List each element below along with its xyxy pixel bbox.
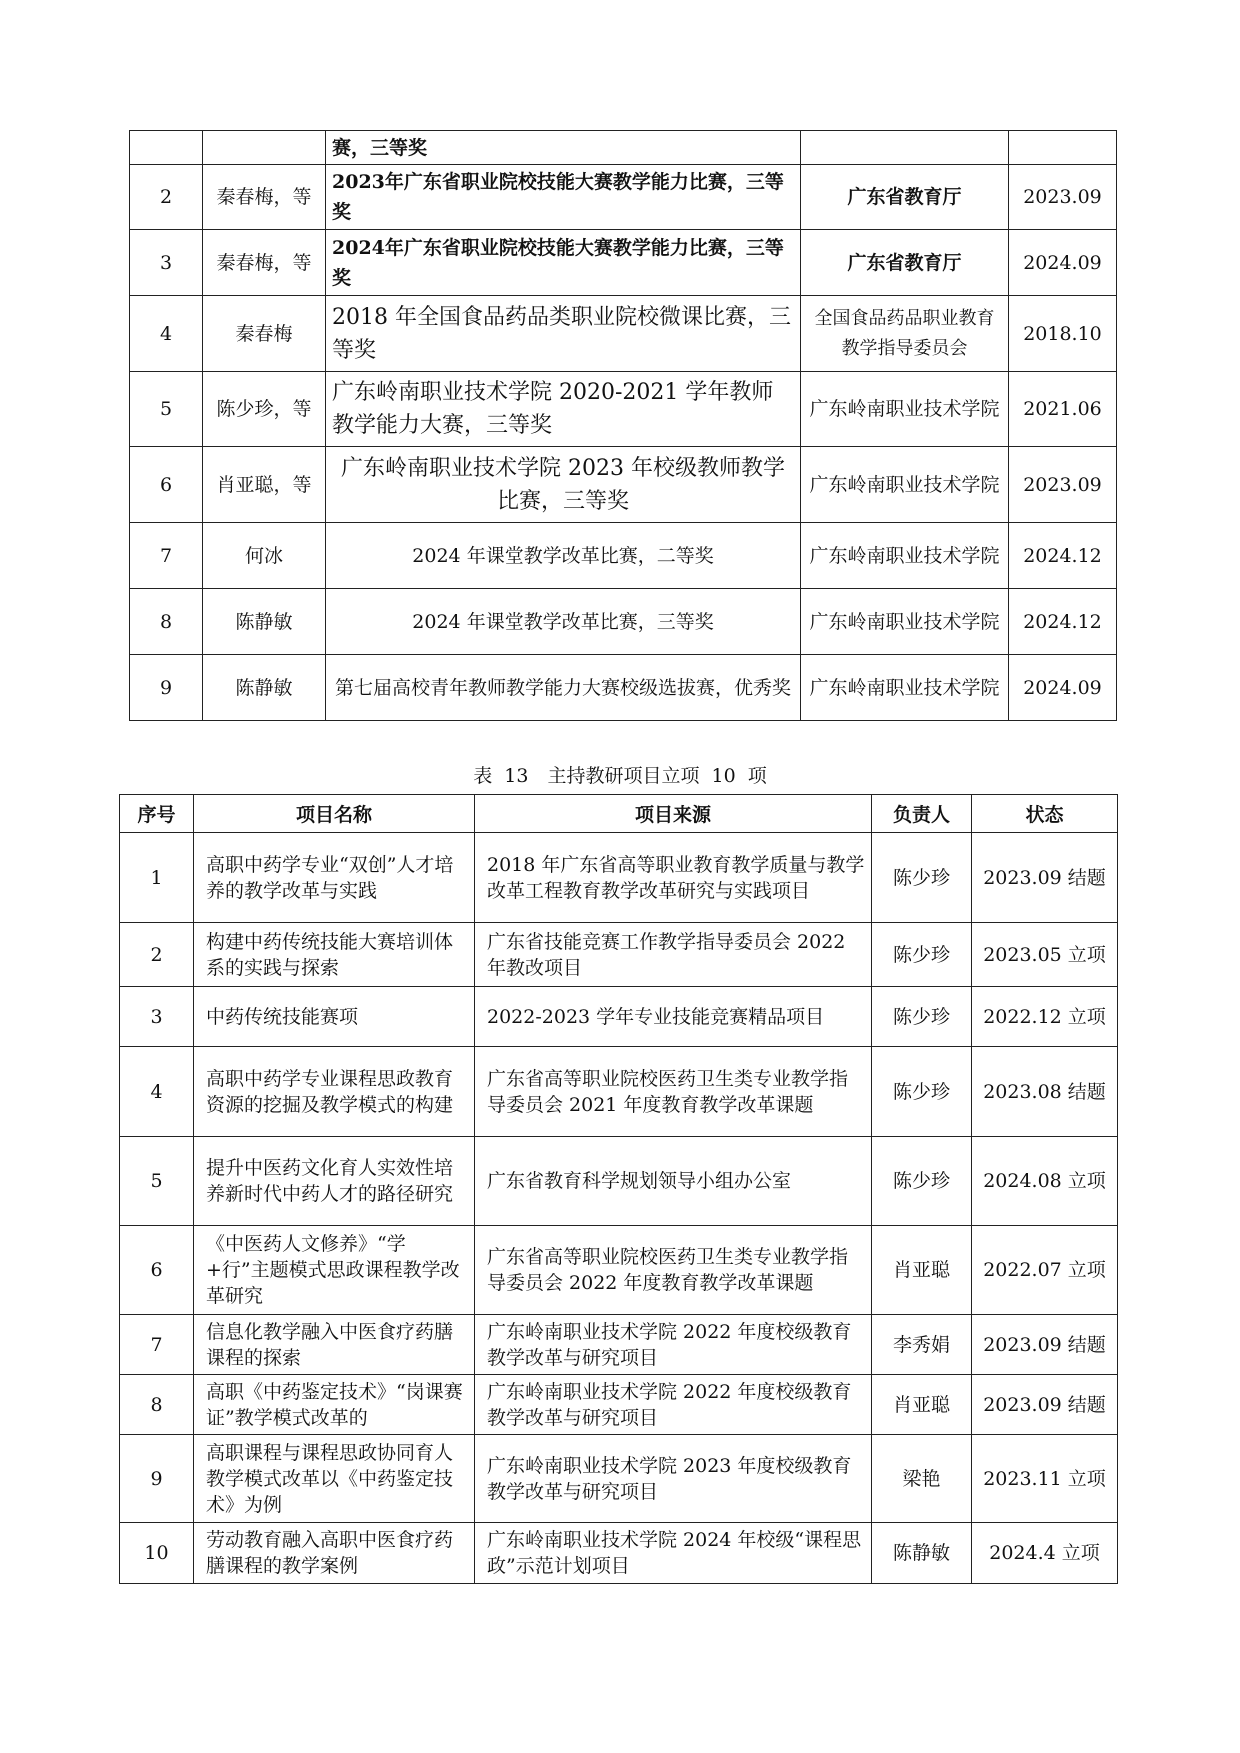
header-no: 序号 xyxy=(120,795,194,833)
project-source: 广东省教育科学规划领导小组办公室 xyxy=(475,1137,872,1226)
award-issuer xyxy=(801,131,1009,165)
award-winner xyxy=(203,131,326,165)
award-winner: 陈少珍，等 xyxy=(203,372,326,447)
header-leader: 负责人 xyxy=(872,795,972,833)
table-row xyxy=(120,987,1118,1047)
award-winner: 何冰 xyxy=(203,523,326,589)
award-no: 6 xyxy=(130,447,203,523)
project-source: 2018 年广东省高等职业教育教学质量与教学改革工程教育教学改革研究与实践项目 xyxy=(475,833,872,923)
award-no: 5 xyxy=(130,372,203,447)
table-caption: 表 13 主持教研项目立项 10 项 xyxy=(473,765,767,787)
award-title: 2023年广东省职业院校技能大赛教学能力比赛，三等奖 xyxy=(326,165,801,230)
table-header-row xyxy=(120,795,1118,833)
award-issuer: 广东岭南职业技术学院 xyxy=(801,655,1009,721)
awards-table xyxy=(129,130,1117,721)
project-no: 10 xyxy=(120,1523,194,1584)
award-winner: 秦春梅 xyxy=(203,296,326,372)
project-no: 4 xyxy=(120,1047,194,1137)
project-leader: 肖亚聪 xyxy=(872,1375,972,1435)
project-status: 2023.09 结题 xyxy=(972,1315,1118,1375)
award-issuer: 全国食品药品职业教育教学指导委员会 xyxy=(801,296,1009,372)
award-title: 2024 年课堂教学改革比赛，三等奖 xyxy=(326,589,801,655)
award-issuer: 广东省教育厅 xyxy=(801,230,1009,296)
table-row xyxy=(130,230,1117,296)
project-leader: 陈少珍 xyxy=(872,1137,972,1226)
project-source: 广东省技能竞赛工作教学指导委员会 2022 年教改项目 xyxy=(475,923,872,987)
project-status: 2023.09 结题 xyxy=(972,833,1118,923)
project-no: 2 xyxy=(120,923,194,987)
table-row xyxy=(130,589,1117,655)
project-leader: 陈少珍 xyxy=(872,833,972,923)
project-leader: 陈少珍 xyxy=(872,987,972,1047)
award-title: 2018 年全国食品药品类职业院校微课比赛，三等奖 xyxy=(326,296,801,372)
award-winner: 秦春梅，等 xyxy=(203,165,326,230)
award-issuer: 广东岭南职业技术学院 xyxy=(801,372,1009,447)
table-row xyxy=(120,1375,1118,1435)
table-row xyxy=(120,1137,1118,1226)
award-date: 2024.12 xyxy=(1009,589,1117,655)
award-date: 2024.09 xyxy=(1009,230,1117,296)
award-issuer: 广东省教育厅 xyxy=(801,165,1009,230)
table-row xyxy=(130,296,1117,372)
project-source: 广东岭南职业技术学院 2023 年度校级教育教学改革与研究项目 xyxy=(475,1435,872,1523)
project-status: 2022.12 立项 xyxy=(972,987,1118,1047)
header-status: 状态 xyxy=(972,795,1118,833)
project-status: 2023.08 结题 xyxy=(972,1047,1118,1137)
project-source: 广东岭南职业技术学院 2022 年度校级教育教学改革与研究项目 xyxy=(475,1315,872,1375)
project-source: 广东岭南职业技术学院 2022 年度校级教育教学改革与研究项目 xyxy=(475,1375,872,1435)
project-no: 5 xyxy=(120,1137,194,1226)
project-name: 劳动教育融入高职中医食疗药膳课程的教学案例 xyxy=(194,1523,475,1584)
award-date: 2024.09 xyxy=(1009,655,1117,721)
award-issuer: 广东岭南职业技术学院 xyxy=(801,447,1009,523)
table-row xyxy=(130,655,1117,721)
project-source: 2022-2023 学年专业技能竞赛精品项目 xyxy=(475,987,872,1047)
project-no: 1 xyxy=(120,833,194,923)
award-date xyxy=(1009,131,1117,165)
project-name: 高职中药学专业“双创”人才培养的教学改革与实践 xyxy=(194,833,475,923)
project-status: 2024.4 立项 xyxy=(972,1523,1118,1584)
table-row xyxy=(120,1047,1118,1137)
award-winner: 秦春梅，等 xyxy=(203,230,326,296)
table-row xyxy=(130,523,1117,589)
award-no: 2 xyxy=(130,165,203,230)
award-date: 2021.06 xyxy=(1009,372,1117,447)
award-date: 2023.09 xyxy=(1009,447,1117,523)
award-no: 8 xyxy=(130,589,203,655)
project-name: 构建中药传统技能大赛培训体系的实践与探索 xyxy=(194,923,475,987)
project-leader: 梁艳 xyxy=(872,1435,972,1523)
table-row xyxy=(130,447,1117,523)
award-title: 2024年广东省职业院校技能大赛教学能力比赛，三等奖 xyxy=(326,230,801,296)
project-name: 信息化教学融入中医食疗药膳课程的探索 xyxy=(194,1315,475,1375)
table-row xyxy=(120,923,1118,987)
project-source: 广东省高等职业院校医药卫生类专业教学指导委员会 2022 年度教育教学改革课题 xyxy=(475,1226,872,1315)
award-winner: 陈静敏 xyxy=(203,655,326,721)
project-no: 7 xyxy=(120,1315,194,1375)
project-name: 提升中医药文化育人实效性培养新时代中药人才的路径研究 xyxy=(194,1137,475,1226)
award-title: 赛，三等奖 xyxy=(326,131,801,165)
project-name: 《中医药人文修养》“学+行”主题模式思政课程教学改革研究 xyxy=(194,1226,475,1315)
table-row xyxy=(130,131,1117,165)
project-no: 8 xyxy=(120,1375,194,1435)
project-no: 9 xyxy=(120,1435,194,1523)
project-name: 高职中药学专业课程思政教育资源的挖掘及教学模式的构建 xyxy=(194,1047,475,1137)
project-name: 高职课程与课程思政协同育人教学模式改革以《中药鉴定技术》为例 xyxy=(194,1435,475,1523)
table-row xyxy=(130,372,1117,447)
award-no: 7 xyxy=(130,523,203,589)
table-row xyxy=(130,165,1117,230)
table-row xyxy=(120,1315,1118,1375)
award-date: 2023.09 xyxy=(1009,165,1117,230)
award-no xyxy=(130,131,203,165)
award-winner: 肖亚聪，等 xyxy=(203,447,326,523)
award-title: 广东岭南职业技术学院 2023 年校级教师教学比赛，三等奖 xyxy=(326,447,801,523)
award-title: 广东岭南职业技术学院 2020-2021 学年教师教学能力大赛，三等奖 xyxy=(326,372,801,447)
project-status: 2022.07 立项 xyxy=(972,1226,1118,1315)
project-source: 广东省高等职业院校医药卫生类专业教学指导委员会 2021 年度教育教学改革课题 xyxy=(475,1047,872,1137)
project-status: 2023.05 立项 xyxy=(972,923,1118,987)
award-no: 3 xyxy=(130,230,203,296)
award-title: 2024 年课堂教学改革比赛，二等奖 xyxy=(326,523,801,589)
table-row xyxy=(120,833,1118,923)
award-issuer: 广东岭南职业技术学院 xyxy=(801,589,1009,655)
project-leader: 李秀娟 xyxy=(872,1315,972,1375)
project-leader: 陈少珍 xyxy=(872,923,972,987)
project-status: 2024.08 立项 xyxy=(972,1137,1118,1226)
project-leader: 肖亚聪 xyxy=(872,1226,972,1315)
award-date: 2024.12 xyxy=(1009,523,1117,589)
projects-table xyxy=(119,794,1118,1584)
award-issuer: 广东岭南职业技术学院 xyxy=(801,523,1009,589)
project-leader: 陈静敏 xyxy=(872,1523,972,1584)
award-no: 4 xyxy=(130,296,203,372)
table-row xyxy=(120,1435,1118,1523)
project-no: 6 xyxy=(120,1226,194,1315)
table-row xyxy=(120,1523,1118,1584)
header-source: 项目来源 xyxy=(475,795,872,833)
table-row xyxy=(120,1226,1118,1315)
project-status: 2023.09 结题 xyxy=(972,1375,1118,1435)
project-no: 3 xyxy=(120,987,194,1047)
award-no: 9 xyxy=(130,655,203,721)
project-source: 广东岭南职业技术学院 2024 年校级“课程思政”示范计划项目 xyxy=(475,1523,872,1584)
project-status: 2023.11 立项 xyxy=(972,1435,1118,1523)
project-name: 高职《中药鉴定技术》“岗课赛证”教学模式改革的 xyxy=(194,1375,475,1435)
header-name: 项目名称 xyxy=(194,795,475,833)
award-date: 2018.10 xyxy=(1009,296,1117,372)
award-title: 第七届高校青年教师教学能力大赛校级选拔赛，优秀奖 xyxy=(326,655,801,721)
project-name: 中药传统技能赛项 xyxy=(194,987,475,1047)
project-leader: 陈少珍 xyxy=(872,1047,972,1137)
award-winner: 陈静敏 xyxy=(203,589,326,655)
